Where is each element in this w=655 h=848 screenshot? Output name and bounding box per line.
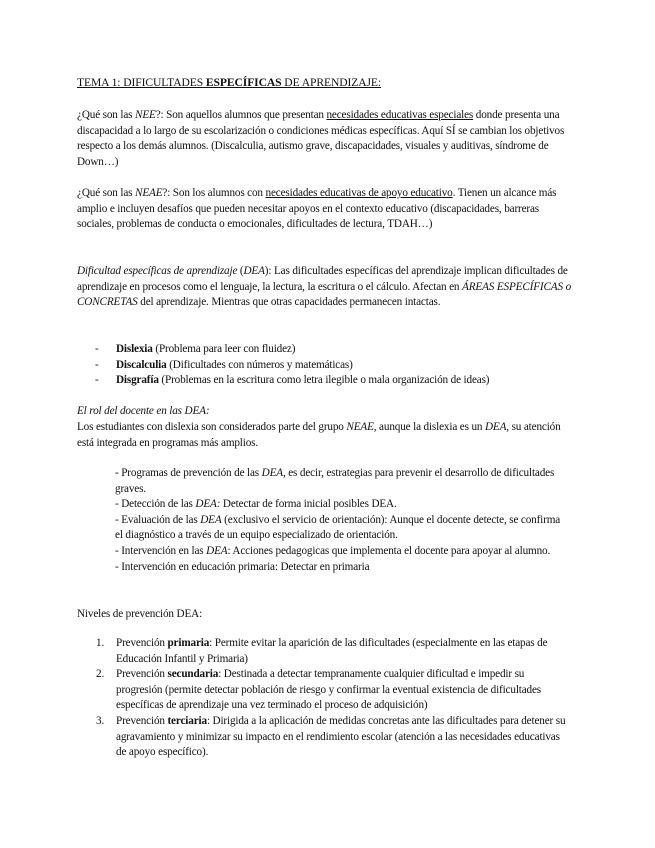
- role-item: - Programas de prevención de las DEA, es decir, estrategias para prevenir el desarrollo de dificultades graves.: [115, 467, 555, 495]
- nee-paragraph: ¿Qué son las NEE?: Son aquellos alumnos que presentan necesidades educativas especiales donde presenta una discapacidad a lo largo de su escolarización o condiciones médicas específicas. Aquí SÍ se cambian los objetivos respecto a los demás alumnos. (Discalculia, autismo grave, discapacidades, visuales y auditivas, síndrome de Down…): [77, 109, 565, 168]
- list-item: - Dislexia (Problema para leer con fluidez): [95, 343, 296, 355]
- neae-paragraph: ¿Qué son las NEAE?: Son los alumnos con necesidades educativas de apoyo educativo. Tienen un alcance más amplio e incluyen desafíos que pueden necesitar apoyos en el contexto educativo (discapacidades, barreras sociales, problemas de conducta o emocionales, dificultades de lectura, TDAH…): [77, 187, 557, 231]
- role-paragraph: Los estudiantes con dislexia son considerados parte del grupo NEAE, aunque la dislexia es un DEA, su atención está integrada en programas más amplios.: [77, 421, 561, 449]
- role-item: - Intervención en educación primaria: Detectar en primaria: [115, 560, 370, 573]
- levels-heading: Niveles de prevención DEA:: [77, 608, 203, 620]
- list-item: 1. Prevención primaria: Permite evitar la aparición de las dificultades (especialmente en las etapas de Educación Infantil y Primaria): [96, 637, 548, 665]
- role-heading: El rol del docente en las DEA:: [77, 405, 210, 417]
- roles-block: [115, 466, 567, 575]
- role-item: - Evaluación de las DEA (exclusivo el servicio de orientación): Aunque el docente detecte, se confirma el diagnóstico a través de un equipo especializado de orientación.: [115, 513, 561, 542]
- list-item: 3. Prevención terciaria: Dirigida a la aplicación de medidas concretas ante las dificultades para detener su agravamiento y minimizar su impacto en el rendimiento escolar (atención a las necesidades educativas de apoyo específico).: [96, 714, 566, 759]
- list-item: - Disgrafía (Problemas en la escritura como letra ilegible o mala organización de ideas): [95, 374, 490, 387]
- page-title: TEMA 1: DIFICULTADES ESPECÍFICAS DE APRENDIZAJE:: [77, 76, 382, 89]
- list-item: - Discalculia (Dificultades con números y matemáticas): [95, 358, 353, 371]
- role-item: - Detección de las DEA: Detectar de forma inicial posibles DEA.: [115, 498, 397, 511]
- levels-list: [77, 636, 567, 761]
- role-item: - Intervención en las DEA: Acciones pedagogicas que implementa el docente para apoyar al alumno.: [115, 544, 551, 557]
- dea-paragraph: Dificultad específicas de aprendizaje (DEA): Las dificultades específicas del aprendizaje implican dificultades de aprendizaje en procesos como el lenguaje, la lectura, la escritura o el cálculo. Afectan en ÁREAS ESPECÍFICAS o CONCRETAS del aprendizaje. Mientras que otras capacidades permanecen intactas.: [77, 265, 572, 309]
- list-item: 2. Prevención secundaria: Destinada a detectar tempranamente cualquier dificultad e impedir su progresión (permite detectar población de riesgo y confirmar la eventual existencia de dificultades específicas de aprendizaje una vez terminado el proceso de adquisición): [96, 668, 542, 712]
- dea-types-list: [77, 342, 489, 389]
